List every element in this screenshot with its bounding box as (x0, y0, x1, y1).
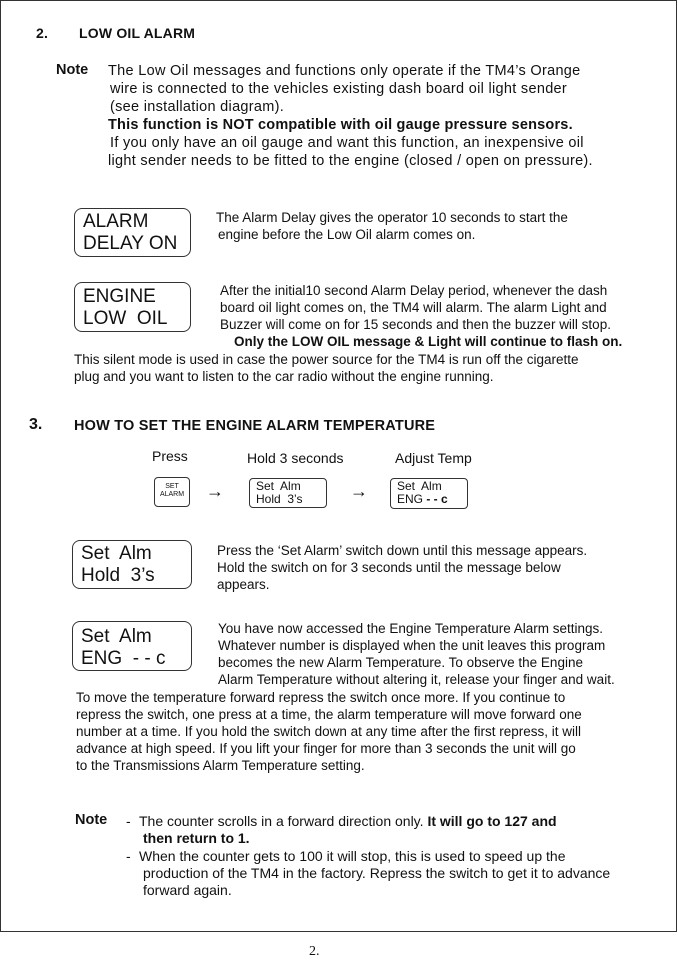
note1 (139, 813, 659, 830)
text-line: Buzzer will come on for 15 seconds and then the buzzer will stop. (220, 317, 611, 332)
silent-mode-text (74, 351, 674, 385)
text-line: Alarm Temperature without altering it, release your finger and wait. (218, 672, 615, 687)
text-line: number at a time. If you hold the switch down at any time after the first repress, it will (76, 724, 581, 739)
display-line: ENG - - c (81, 648, 166, 669)
step2-display (249, 478, 327, 508)
text-line: board oil light comes on, the TM4 will alarm. The alarm Light and (220, 300, 607, 315)
text-line: When the counter gets to 100 it will stop, this is used to speed up the (139, 848, 566, 864)
note-label: Note (56, 62, 89, 78)
text-line: becomes the new Alarm Temperature. To observe the Engine (218, 655, 583, 670)
text-line: This silent mode is used in case the power source for the TM4 is run off the cigarette (74, 352, 579, 367)
display-line: Hold 3’s (81, 565, 155, 586)
page-number: 2. (309, 944, 320, 959)
text-line: engine before the Low Oil alarm comes on. (218, 227, 476, 242)
display-line: Set Alm (397, 479, 442, 493)
section3-title: HOW TO SET THE ENGINE ALARM TEMPERATURE (74, 418, 436, 434)
arrow-right-icon: → (206, 481, 224, 501)
display-line: ENGINE (83, 286, 156, 307)
note-line: light sender needs to be fitted to the engine (closed / open on pressure). (108, 153, 593, 169)
text-line: You have now accessed the Engine Temperature Alarm settings. (218, 621, 603, 636)
step-label-hold: Hold 3 seconds (247, 450, 344, 466)
text-bold-line: Only the LOW OIL message & Light will continue to flash on. (234, 334, 623, 349)
note-bold-line: This function is NOT compatible with oil gauge pressure sensors. (108, 117, 573, 133)
note-line: The Low Oil messages and functions only operate if the TM4’s Orange (108, 63, 581, 79)
engine-low-oil-display (74, 282, 191, 332)
set-alm-hold-display (72, 540, 192, 589)
note2 (139, 848, 674, 899)
display-line: ALARM (83, 211, 149, 232)
text-line: The Alarm Delay gives the operator 10 seconds to start the (216, 210, 568, 225)
display-line: Set Alm (256, 479, 301, 493)
display-text-bold: - - c (426, 492, 448, 506)
section2-number: 2. (36, 25, 49, 41)
note-line: wire is connected to the vehicles existing dash board oil light sender (110, 81, 568, 97)
text-line: to the Transmissions Alarm Temperature setting. (76, 758, 365, 773)
note1-text: The counter scrolls in a forward direction only. (139, 813, 424, 829)
text-line: After the initial10 second Alarm Delay period, whenever the dash (220, 283, 608, 298)
set-alarm-key-icon (154, 477, 190, 507)
text-line: repress the switch, one press at a time, the alarm temperature will move forward one (76, 707, 582, 722)
display-line: LOW OIL (83, 308, 168, 329)
display-line: Set Alm (81, 626, 152, 647)
note-body (108, 62, 668, 170)
section3-number: 3. (29, 416, 43, 433)
text-line: forward again. (143, 882, 232, 898)
alarm-delay-display (74, 208, 191, 257)
text-line: advance at high speed. If you lift your finger for more than 3 seconds the unit will go (76, 741, 576, 756)
arrow-right-icon: → (350, 481, 368, 501)
step-label-press: Press (152, 448, 188, 464)
text-line: To move the temperature forward repress the switch once more. If you continue to (76, 690, 566, 705)
text-line: Hold the switch on for 3 seconds until the message below (217, 560, 561, 575)
text-line: production of the TM4 in the factory. Repress the switch to get it to advance (143, 865, 611, 881)
low-oil-text (220, 282, 676, 350)
key-label: SET (165, 483, 179, 490)
note1-bold: It will go to 127 and (427, 813, 557, 829)
forward-text (76, 689, 676, 774)
note1-bold-cont: then return to 1. (143, 830, 250, 846)
alarm-delay-text (216, 209, 666, 243)
step3-display (390, 478, 468, 509)
hold-text (217, 542, 667, 593)
note-line: (see installation diagram). (110, 99, 285, 115)
display-line: DELAY ON (83, 233, 178, 254)
set-alm-eng-display (72, 621, 192, 671)
key-label: ALARM (159, 491, 185, 498)
display-text: ENG (397, 492, 427, 506)
note-dash: - (126, 848, 131, 864)
note-dash: - (126, 813, 131, 829)
text-line: Press the ‘Set Alarm’ switch down until this message appears. (217, 543, 588, 558)
section2-title: LOW OIL ALARM (79, 25, 196, 41)
text-line: plug and you want to listen to the car radio without the engine running. (74, 369, 494, 384)
text-line: appears. (217, 577, 270, 592)
text-line: Whatever number is displayed when the unit leaves this program (218, 638, 606, 653)
note2-label: Note (75, 812, 108, 828)
eng-text (218, 620, 676, 688)
step-label-adjust: Adjust Temp (395, 450, 472, 466)
display-line: Hold 3’s (256, 492, 303, 506)
note-line: If you only have an oil gauge and want this function, an inexpensive oil (110, 135, 584, 151)
display-line: Set Alm (81, 543, 152, 564)
